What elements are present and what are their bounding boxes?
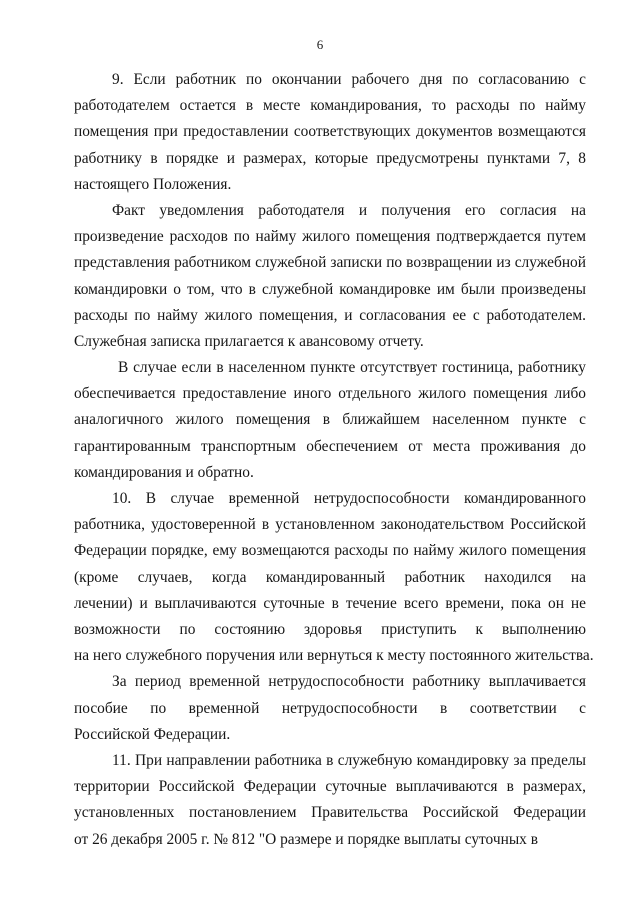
text-line: За период временной нетрудоспособности работнику выплачивается <box>112 673 586 691</box>
text-line: аналогичного жилого помещения в ближайшем населенном пункте с <box>74 411 586 429</box>
paragraph <box>74 67 586 198</box>
page-number: 6 <box>316 37 324 52</box>
text-line: произведение расходов по найму жилого помещения подтверждается путем <box>74 228 586 246</box>
text-line: представления работником служебной записки по возвращении из служебной <box>74 254 586 272</box>
text-line: от 26 декабря 2005 г. № 812 "О размере и порядке выплаты суточных в <box>74 830 538 848</box>
paragraph <box>74 748 586 853</box>
paragraph <box>74 198 586 355</box>
text-line: возможности по состоянию здоровья приступить к выполнению <box>74 620 586 638</box>
text-line: работодателем остается в месте командирования, то расходы по найму <box>74 97 586 115</box>
text-line: на него служебного поручения или вернуться к месту постоянного жительства. <box>74 647 594 665</box>
text-line: обеспечивается предоставление иного отдельного жилого помещения либо <box>74 385 586 403</box>
text-line: работника, удостоверенной в установленном законодательством Российской <box>74 516 586 534</box>
paragraph <box>74 669 586 748</box>
text-line: командировки о том, что в служебной командировке им были произведены <box>74 280 586 298</box>
text-line: 10. В случае временной нетрудоспособности командированного <box>112 490 586 508</box>
text-line: установленных постановлением Правительства Российской Федерации <box>74 804 586 822</box>
text-line: Федерации порядке, ему возмещаются расходы по найму жилого помещения <box>74 542 586 560</box>
paragraph <box>74 486 594 669</box>
text-line: В случае если в населенном пункте отсутствует гостиница, работнику <box>118 359 586 377</box>
text-line: расходы по найму жилого помещения, и согласования ее с работодателем. <box>74 306 586 324</box>
text-line: настоящего Положения. <box>74 175 232 193</box>
text-line: командирования и обратно. <box>74 463 254 481</box>
text-line: Факт уведомления работодателя и получения его согласия на <box>112 201 586 219</box>
text-line: 11. При направлении работника в служебную командировку за пределы <box>112 751 586 769</box>
text-line: лечении) и выплачиваются суточные в течение всего времени, пока он не <box>74 594 586 612</box>
text-line: (кроме случаев, когда командированный работник находился на <box>74 568 586 586</box>
text-line: 9. Если работник по окончании рабочего дня по согласованию с <box>112 71 586 88</box>
text-line: работнику в порядке и размерах, которые предусмотрены пунктами 7, 8 <box>74 149 586 167</box>
text-line: пособие по временной нетрудоспособности в соответствии с <box>74 699 586 717</box>
text-line: помещения при предоставлении соответствующих документов возмещаются <box>74 123 586 141</box>
text-line: Российской Федерации. <box>74 725 231 743</box>
text-line: территории Российской Федерации суточные выплачиваются в размерах, <box>74 778 586 796</box>
text-line: Служебная записка прилагается к авансовому отчету. <box>74 332 424 350</box>
paragraph <box>74 355 586 486</box>
text-line: гарантированным транспортным обеспечением от места проживания до <box>74 437 586 455</box>
document-body <box>74 67 594 853</box>
